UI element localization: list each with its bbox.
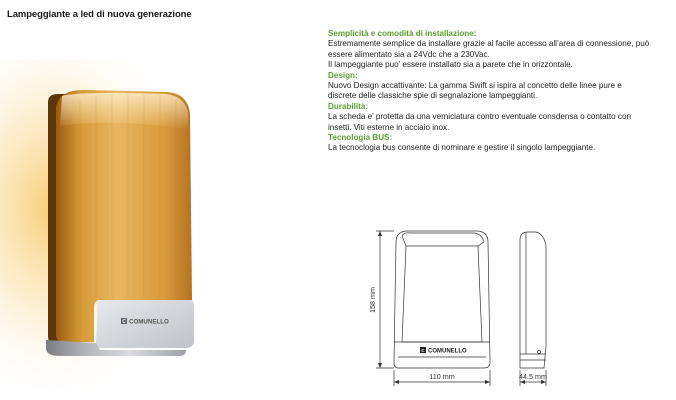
spec-heading: Semplicità e comodità di installazione: xyxy=(328,29,477,38)
depth-dimension-label: 44.5 mm xyxy=(519,372,547,381)
svg-text:C: C xyxy=(421,348,425,353)
comunello-logo-drawing xyxy=(420,347,467,355)
svg-text:COMUNELLO: COMUNELLO xyxy=(129,318,169,326)
spec-heading: Durabilità: xyxy=(328,101,369,111)
spec-heading: Design: xyxy=(328,70,358,80)
spec-body: La scheda e’ protetta da una verniciatura contro eventuale consdensa o contatto con insetti. Viti esterne in acciaio inox. xyxy=(328,112,631,132)
spec-body: Estremamente semplice da installare grazie al facile accesso all’area di connessione, può essere alimentato sia a 24Vdc che a 230Vac. Il lampeggiante puo’ essere installato sia a parete che in orizzontale. xyxy=(328,39,650,70)
svg-text:COMUNELLO: COMUNELLO xyxy=(428,348,467,355)
spec-heading: Tecnologia BUS: xyxy=(328,133,393,143)
product-photo xyxy=(0,60,240,390)
specs-section xyxy=(328,29,673,154)
spec-body: Nuovo Design accattivante: La gamma Swift si ispira al concetto delle linee pure e discrete delle classiche spie di segnalazione lampeggianti. xyxy=(328,81,622,101)
height-dimension-label: 158 mm xyxy=(368,287,377,313)
technical-drawing xyxy=(360,222,580,394)
comunello-logo xyxy=(121,318,169,326)
page-title: Lampeggiante a led di nuova generazione xyxy=(7,9,192,20)
spec-body: La tecnoclogia bus consente di nominare e gestire il singolo lampeggiante. xyxy=(328,143,596,153)
svg-text:C: C xyxy=(122,319,126,325)
width-dimension-label: 110 mm xyxy=(429,372,455,381)
